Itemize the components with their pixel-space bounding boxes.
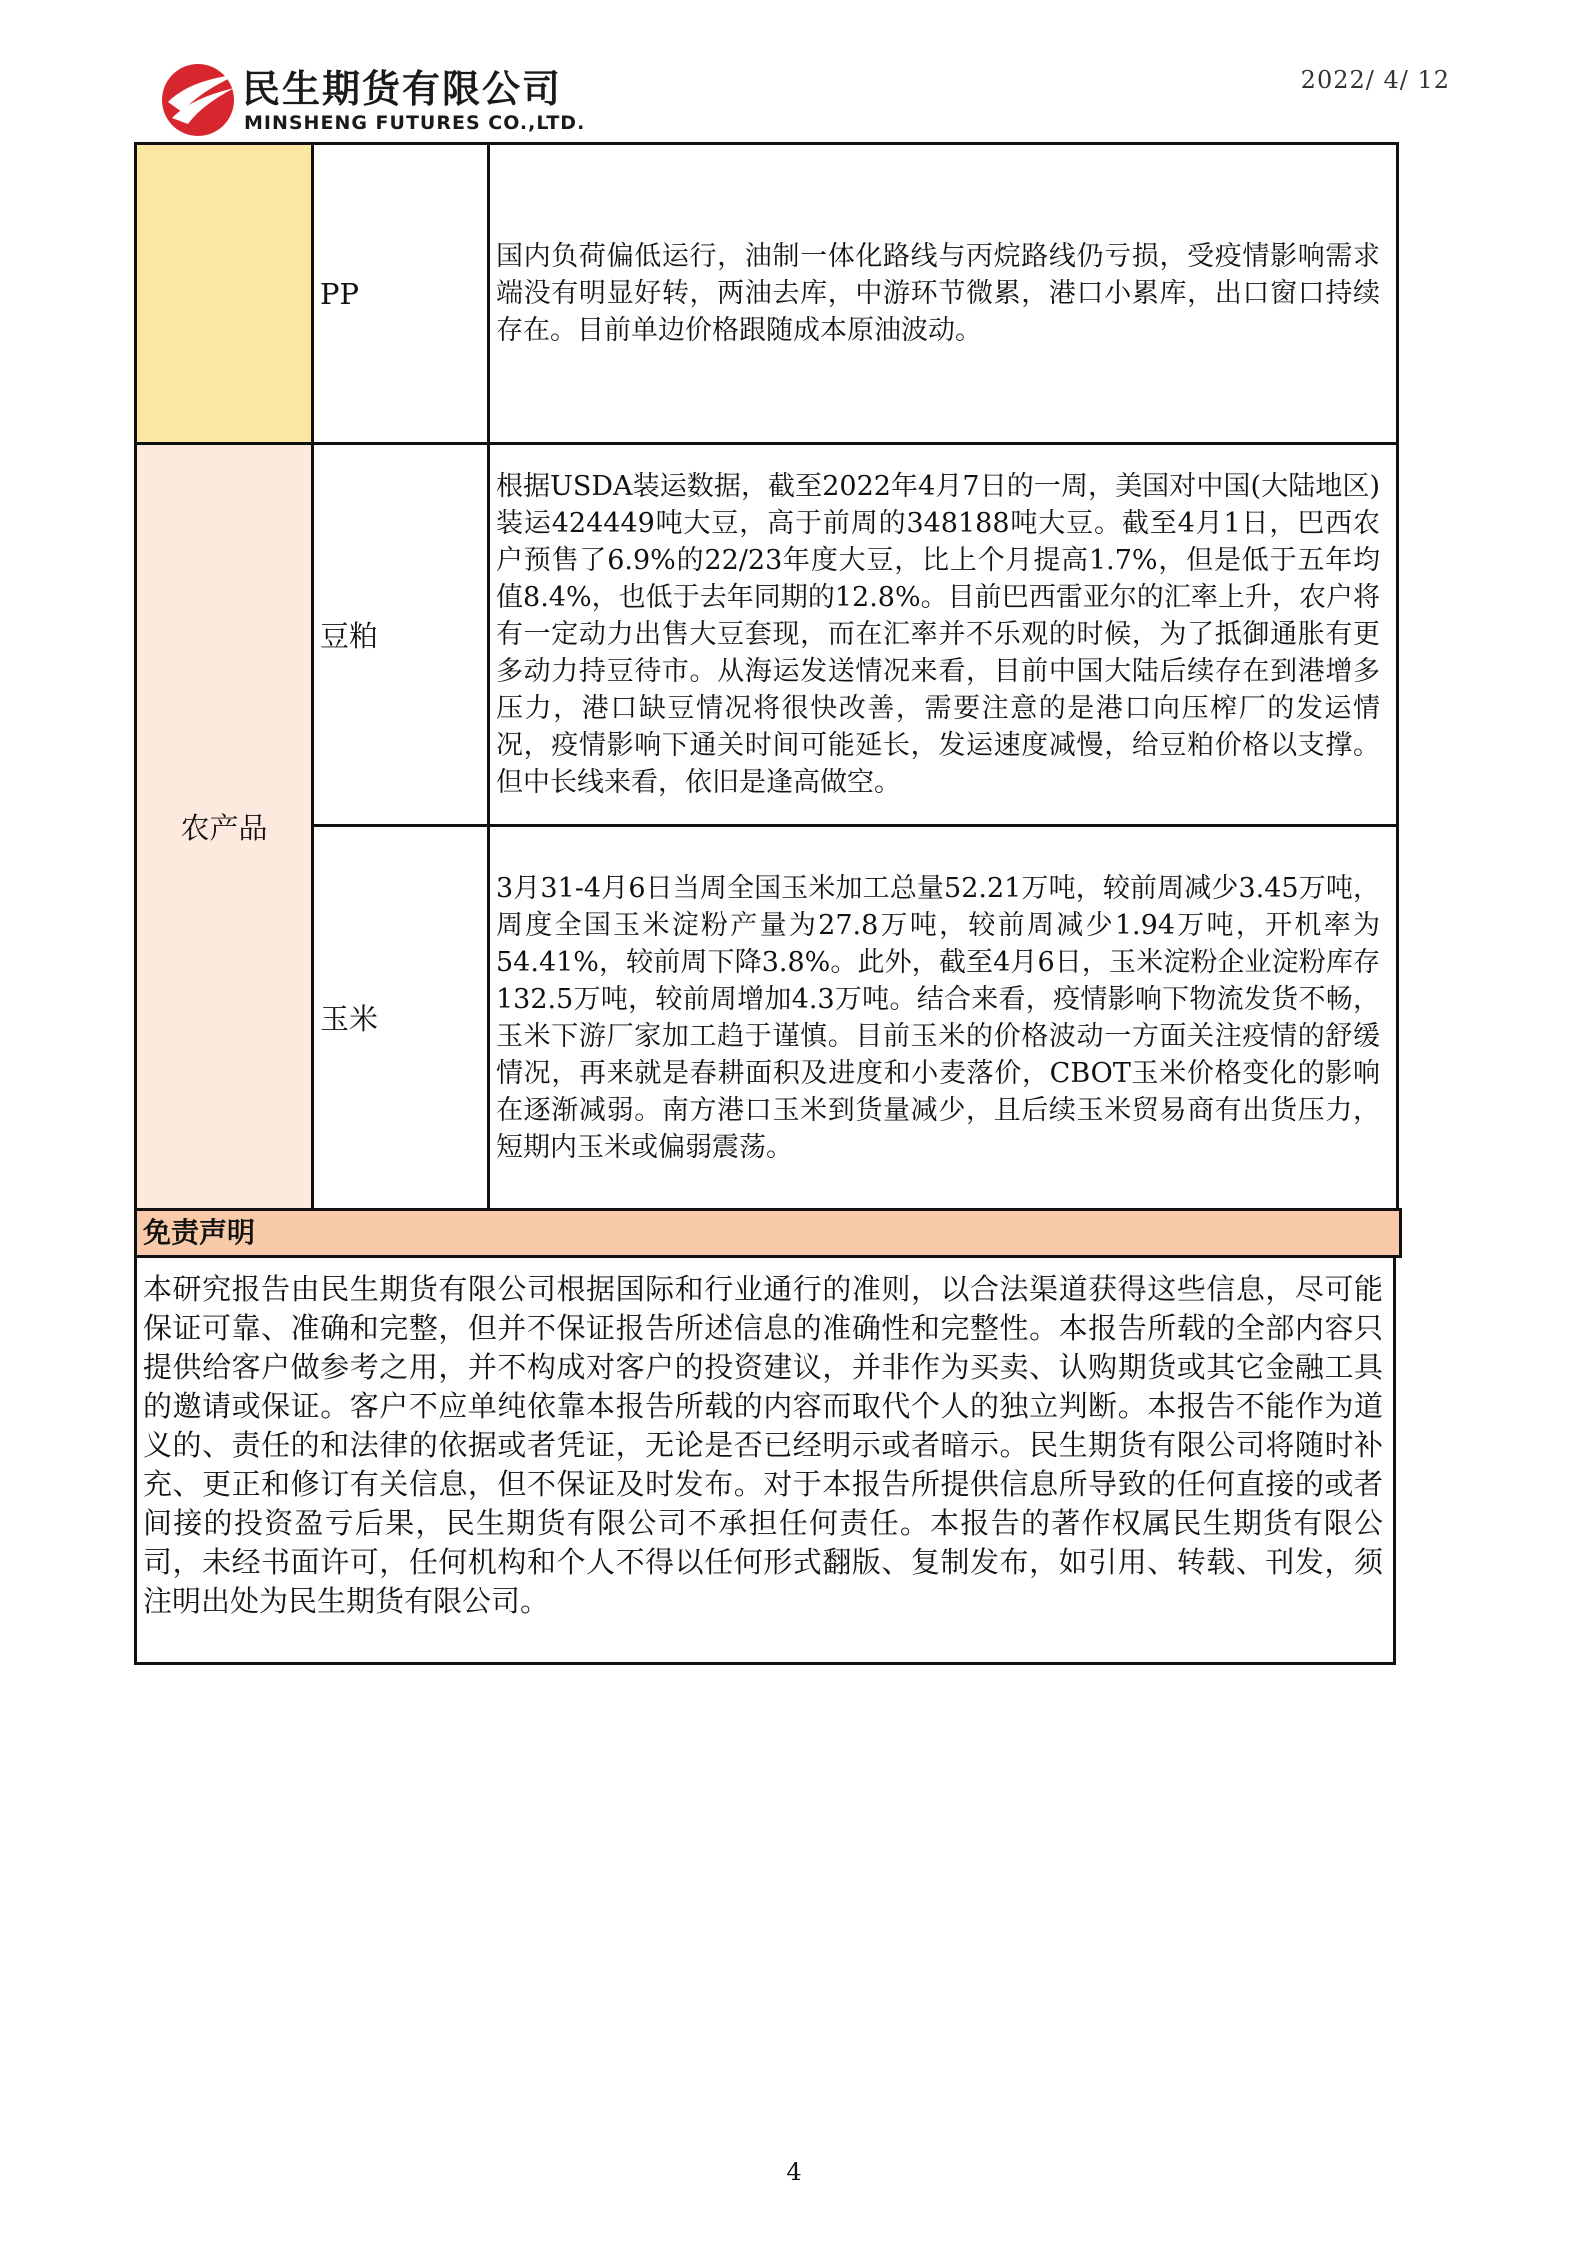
- minsheng-logo-icon: [158, 58, 240, 140]
- category-cell: [136, 144, 313, 444]
- table-row: [136, 444, 1398, 826]
- table-row: [136, 144, 1398, 444]
- disclaimer-body: 本研究报告由民生期货有限公司根据国际和行业通行的准则，以合法渠道获得这些信息，尽可能保证可靠、准确和完整，但并不保证报告所述信息的准确性和完整性。本报告所载的全部内容只提供给客户做参考之用，并不构成对客户的投资建议，并非作为买卖、认购期货或其它金融工具的邀请或保证。客户不应单纯依靠本报告所载的内容而取代个人的独立判断。本报告不能作为道义的、责任的和法律的依据或者凭证，无论是否已经明示或者暗示。民生期货有限公司将随时补充、更正和修订有关信息，但不保证及时发布。对于本报告所提供信息所导致的任何直接的或者间接的投资盈亏后果，民生期货有限公司不承担任何责任。本报告的著作权属民生期货有限公司，未经书面许可，任何机构和个人不得以任何形式翻版、复制发布，如引用、转载、刊发，须注明出处为民生期货有限公司。: [134, 1255, 1396, 1665]
- company-logo: [158, 58, 628, 148]
- commentary-text: 根据USDA装运数据，截至2022年4月7日的一周，美国对中国(大陆地区)装运424449吨大豆，高于前周的348188吨大豆。截至4月1日，巴西农户预售了6.9%的22/23年度大豆，比上个月提高1.7%，但是低于五年均值8.4%，也低于去年同期的12.8%。目前巴西雷亚尔的汇率上升，农户将有一定动力出售大豆套现，而在汇率并不乐观的时候，为了抵御通胀有更多动力持豆待市。从海运发送情况来看，目前中国大陆后续存在到港增多压力，港口缺豆情况将很快改善，需要注意的是港口向压榨厂的发运情况，疫情影响下通关时间可能延长，发运速度减慢，给豆粕价格以支撑。但中长线来看，依旧是逢高做空。: [489, 444, 1398, 826]
- product-cell: 玉米: [313, 826, 489, 1210]
- product-cell: PP: [313, 144, 489, 444]
- category-cell: 农产品: [136, 444, 313, 1210]
- report-date: 2022/ 4/ 12: [1300, 66, 1450, 94]
- disclaimer-title: 免责声明: [134, 1208, 1402, 1258]
- commentary-text: 3月31-4月6日当周全国玉米加工总量52.21万吨，较前周减少3.45万吨，周度全国玉米淀粉产量为27.8万吨，较前周减少1.94万吨，开机率为54.41%，较前周下降3.8%。此外，截至4月6日，玉米淀粉企业淀粉库存132.5万吨，较前周增加4.3万吨。结合来看，疫情影响下物流发货不畅，玉米下游厂家加工趋于谨慎。目前玉米的价格波动一方面关注疫情的舒缓情况，再来就是春耕面积及进度和小麦落价，CBOT玉米价格变化的影响在逐渐减弱。南方港口玉米到货量减少，且后续玉米贸易商有出货压力，短期内玉米或偏弱震荡。: [489, 826, 1398, 1210]
- company-name-en: MINSHENG FUTURES CO.,LTD.: [244, 112, 586, 134]
- commentary-table: [134, 142, 1399, 1211]
- page-number: 4: [786, 2158, 802, 2186]
- commentary-text: 国内负荷偏低运行，油制一体化路线与丙烷路线仍亏损，受疫情影响需求端没有明显好转，两油去库，中游环节微累，港口小累库，出口窗口持续存在。目前单边价格跟随成本原油波动。: [489, 144, 1398, 444]
- page-header: [0, 0, 1588, 140]
- company-name-cn: 民生期货有限公司: [242, 67, 563, 111]
- table-row: [136, 826, 1398, 1210]
- product-cell: 豆粕: [313, 444, 489, 826]
